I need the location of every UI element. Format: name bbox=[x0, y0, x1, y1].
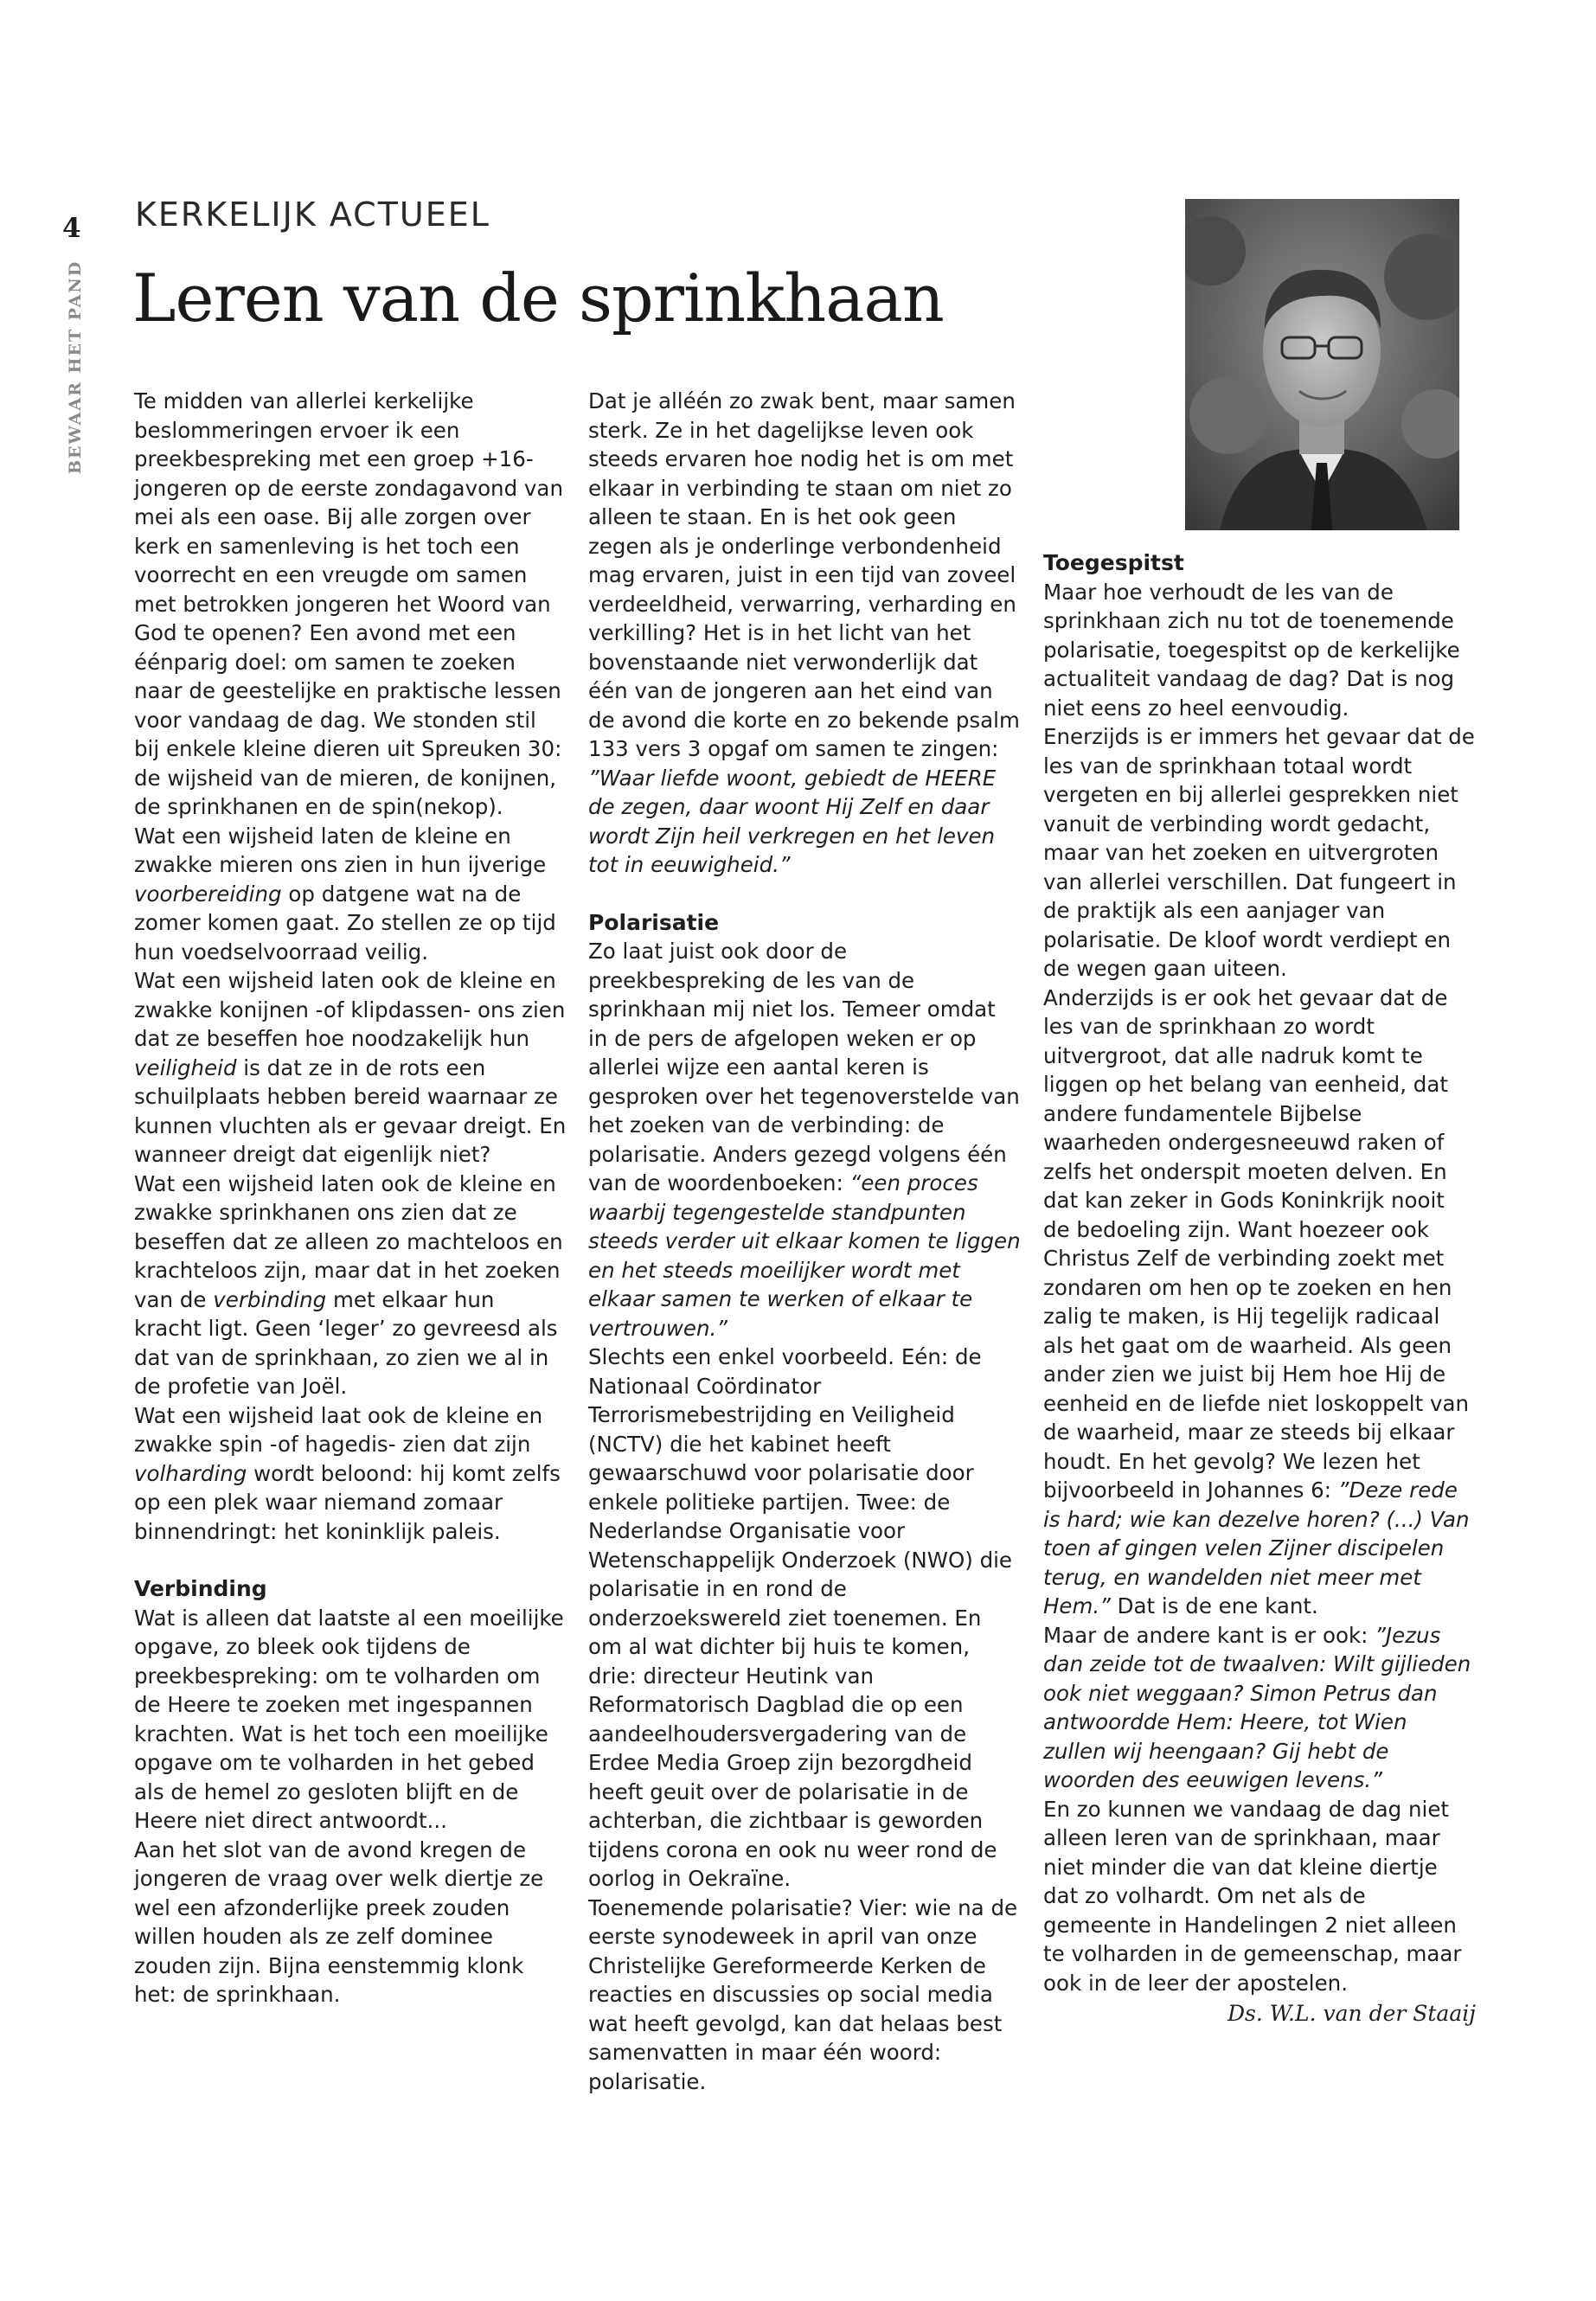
paragraph: Wat is alleen dat laatste al een moeilijke opgave, zo bleek ook tijdens de preekbespreking: om te volharden om de Heere te zoeken met ingespannen krachten. Wat is het toch een moeilijke opgave om te volharden in het gebed als de hemel zo gesloten blijft en de Heere niet direct antwoordt... bbox=[134, 1605, 564, 1833]
paragraph: Toenemende polarisatie? Vier: wie na de eerste synodeweek in april van onze Christelijke Gereformeerde Kerken de reacties en discussies op social media wat heeft gevolgd, kan dat helaas best samenvatten in maar één woord: polarisatie. bbox=[588, 1894, 1018, 2094]
article-column-2 bbox=[588, 387, 1021, 2096]
paragraph: Wat een wijsheid laten ook de kleine en zwakke konijnen -of klipdassen- ons zien dat ze beseffen hoe noodzakelijk hun veiligheid is dat ze in de rots een schuilplaats hebben bereid waarnaar ze kunnen vluchten als er gevaar dreigt. En wanneer dreigt dat eigenlijk niet? bbox=[134, 968, 567, 1167]
author-signature: Ds. W.L. van der Staaij bbox=[1227, 2001, 1476, 2026]
portrait-photo-icon bbox=[1185, 199, 1459, 530]
paragraph: En zo kunnen we vandaag de dag niet alleen leren van de sprinkhaan, maar niet minder die van dat kleine diertje dat zo volhardt. Om net als de gemeente in Handelingen 2 niet alleen te volharden in de gemeenschap, maar ook in de leer der apostelen. bbox=[1043, 1796, 1462, 1996]
paragraph: Wat een wijsheid laten de kleine en zwakke mieren ons zien in hun ijverige voorbereiding op datgene wat na de zomer komen gaat. Zo stellen ze op tijd hun voedselvoorraad veilig. bbox=[134, 823, 556, 965]
side-label: BEWAAR HET PAND bbox=[66, 260, 85, 474]
paragraph: Dat je alléén zo zwak bent, maar samen sterk. Ze in het dagelijkse leven ook steeds ervaren hoe nodig het is om met elkaar in verbinding te staan om niet zo alleen te staan. En is het ook geen zegen als je onderlinge verbondenheid mag ervaren, juist in een tijd van zoveel verdeeldheid, verwarring, verharding en verkilling? Het is in het licht van het bovenstaande niet verwonderlijk dat één van de jongeren aan het eind van de avond die korte en zo bekende psalm 133 vers 3 opgaf om samen te zingen: ”Waar liefde woont, gebiedt de HEERE de zegen, daar woont Hij Zelf en daar wordt Zijn heil verkregen en het leven tot in eeuwigheid.” bbox=[588, 388, 1020, 877]
author-portrait-photo bbox=[1185, 199, 1459, 530]
article-column-1 bbox=[134, 387, 567, 2009]
paragraph: Wat een wijsheid laten ook de kleine en zwakke sprinkhanen ons zien dat ze beseffen dat ze alleen zo machteloos en krachteloos zijn, maar dat in het zoeken van de verbinding met elkaar hun kracht ligt. Geen ‘leger’ zo gevreesd als dat van de sprinkhaan, zo zien we al in de profetie van Joël. bbox=[134, 1170, 563, 1399]
section-label: KERKELIJK ACTUEEL bbox=[135, 195, 490, 234]
paragraph: Maar de andere kant is er ook: ”Jezus dan zeide tot de twaalven: Wilt gijlieden ook niet weggaan? Simon Petrus dan antwoordde Hem: Heere, tot Wien zullen wij heengaan? Gij hebt de woorden des eeuwigen levens.” bbox=[1043, 1622, 1471, 1792]
paragraph: Wat een wijsheid laat ook de kleine en zwakke spin -of hagedis- zien dat zijn volharding wordt beloond: hij komt zelfs op een plek waar niemand zomaar binnendringt: het koninklijk paleis. bbox=[134, 1402, 561, 1544]
article-title: Leren van de sprinkhaan bbox=[132, 260, 944, 336]
paragraph: Zo laat juist ook door de preekbespreking de les van de sprinkhaan mij niet los. Temeer omdat in de pers de afgelopen weken er op allerlei wijze een aantal keren is gesproken over het tegenoverstelde van het zoeken van de verbinding: de polarisatie. Anders gezegd volgens één van de woordenboeken: “een proces waarbij tegengestelde standpunten steeds verder uit elkaar komen te liggen en het steeds moeilijker wordt met elkaar samen te werken of elkaar te vertrouwen.” bbox=[588, 939, 1021, 1341]
article-column-3 bbox=[1043, 548, 1476, 2029]
paragraph: Enerzijds is er immers het gevaar dat de les van de sprinkhaan totaal wordt vergeten en bij allerlei gesprekken niet vanuit de verbinding wordt gedacht, maar van het zoeken en uitvergroten van allerlei verschillen. Dat fungeert in de praktijk als een aanjager van polarisatie. De kloof wordt verdiept en de wegen gaan uiteen. bbox=[1043, 724, 1475, 981]
page-number: 4 bbox=[62, 213, 81, 244]
paragraph: Aan het slot van de avond kregen de jongeren de vraag over welk diertje ze wel een afzonderlijke preek zouden willen houden als ze zelf dominee zouden zijn. Bijna eenstemmig klonk het: de sprinkhaan. bbox=[134, 1836, 544, 2007]
paragraph: Anderzijds is er ook het gevaar dat de les van de sprinkhaan zo wordt uitvergroot, dat alle nadruk komt te liggen op het belang van eenheid, dat andere fundamentele Bijbelse waarheden ondergesneeuwd raken of zelfs het onderspit moeten delven. En dat kan zeker in Gods Koninkrijk nooit de bedoeling zijn. Want hoezeer ook Christus Zelf de verbinding zoekt met zondaren om hen op te zoeken en hen zalig te maken, is Hij tegelijk radicaal als het gaat om de waarheid. Als geen ander zien we juist bij Hem hoe Hij de eenheid en de liefde niet loskoppelt van de waarheid, maar ze steeds bij elkaar houdt. En het gevolg? We lezen het bijvoorbeeld in Johannes 6: ”Deze rede is hard; wie kan dezelve horen? (...) Van toen af gingen velen Zijner discipelen terug, en wandelden niet meer met Hem.” Dat is de ene kant. bbox=[1043, 984, 1470, 1618]
subheading-toegespitst: Toegespitst bbox=[1043, 550, 1184, 575]
paragraph: Te midden van allerlei kerkelijke beslommeringen ervoer ik een preekbespreking met een groep +16-jongeren op de eerste zondagavond van mei als een oase. Bij alle zorgen over kerk en samenleving is het toch een voorrecht en een vreugde om samen met betrokken jongeren het Woord van God te openen? Een avond met een éénparig doel: om samen te zoeken naar de geestelijke en praktische lessen voor vandaag de dag. We stonden stil bij enkele kleine dieren uit Spreuken 30: de wijsheid van de mieren, de konijnen, de sprinkhanen en de spin(nekop). bbox=[134, 388, 563, 819]
subheading-polarisatie: Polarisatie bbox=[588, 909, 720, 935]
paragraph: Maar hoe verhoudt de les van de sprinkhaan zich nu tot de toenemende polarisatie, toegespitst op de kerkelijke actualiteit vandaag de dag? Dat is nog niet eens zo heel eenvoudig. bbox=[1043, 579, 1460, 721]
subheading-verbinding: Verbinding bbox=[134, 1576, 267, 1601]
paragraph: Slechts een enkel voorbeeld. Eén: de Nationaal Coördinator Terrorismebestrijding en Veiligheid (NCTV) die het kabinet heeft gewaarschuwd voor polarisatie door enkele politieke partijen. Twee: de Nederlandse Organisatie voor Wetenschappelijk Onderzoek (NWO) die polarisatie in en rond de onderzoekswereld ziet toenemen. En om al wat dichter bij huis te komen, drie: directeur Heutink van Reformatorisch Dagblad die op een aandeelhoudersvergadering van de Erdee Media Groep zijn bezorgdheid heeft geuit over de polarisatie in de achterban, die zichtbaar is geworden tijdens corona en ook nu weer rond de oorlog in Oekraïne. bbox=[588, 1344, 1012, 1891]
